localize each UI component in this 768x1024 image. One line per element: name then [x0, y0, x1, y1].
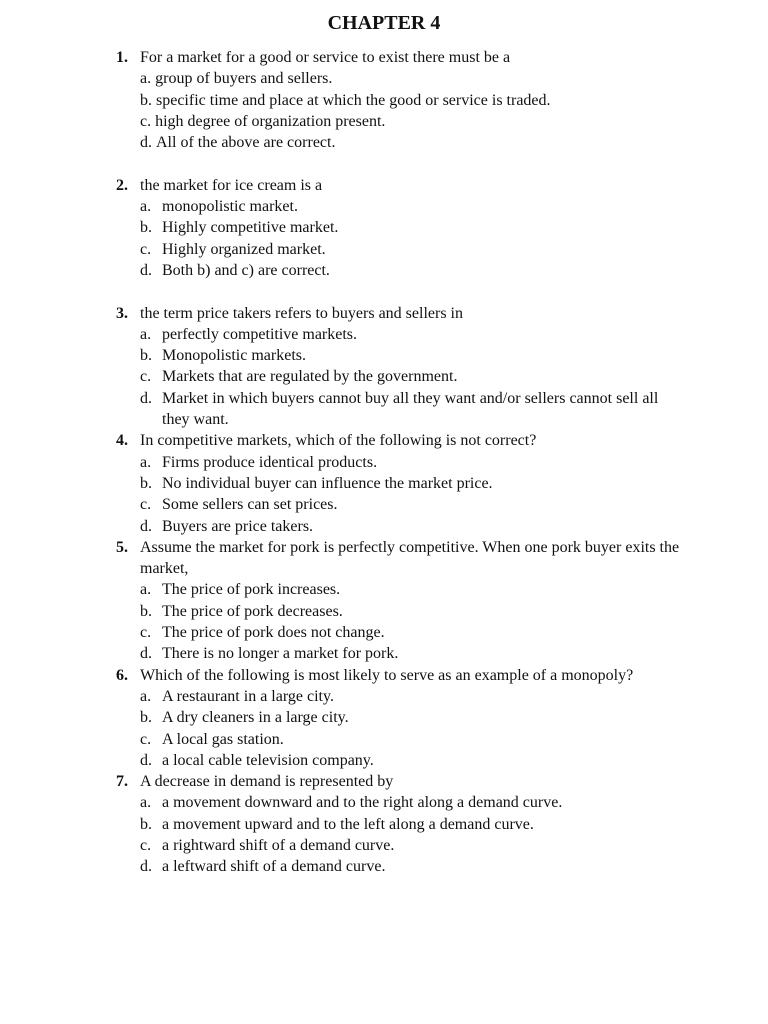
option-label: a. [140, 453, 152, 471]
option-c [116, 494, 686, 515]
option-label: d. [140, 645, 152, 663]
option-text: The price of pork does not change. [162, 624, 385, 642]
option-list [116, 324, 686, 430]
option-label: d. [140, 261, 152, 279]
question-2 [116, 175, 686, 281]
option-c [116, 366, 686, 387]
question-3 [116, 303, 686, 431]
option-label: c. [140, 368, 152, 386]
option-d [116, 132, 686, 153]
option-label: c. [140, 112, 152, 130]
option-label: b. [140, 474, 152, 492]
option-c [116, 111, 686, 132]
option-label: b. [140, 219, 152, 237]
option-d [116, 750, 686, 771]
question-6 [116, 665, 686, 771]
option-a [116, 686, 686, 707]
question-number: 4. [116, 432, 128, 450]
question-text: Assume the market for pork is perfectly competitive. When one pork buyer exits the market, [140, 538, 680, 578]
option-b [116, 473, 686, 494]
option-list [116, 452, 686, 537]
question-7 [116, 771, 686, 877]
option-text: A dry cleaners in a large city. [162, 709, 349, 727]
option-text: Highly organized market. [162, 240, 326, 258]
option-a [116, 452, 686, 473]
option-list [116, 579, 686, 664]
option-text: Some sellers can set prices. [162, 496, 338, 514]
option-label: c. [140, 836, 152, 854]
option-c [116, 835, 686, 856]
page-title: CHAPTER 4 [327, 12, 441, 34]
option-b [116, 345, 686, 366]
option-a [116, 792, 686, 813]
question-text: A decrease in demand is represented by [140, 773, 394, 791]
option-d [116, 856, 686, 877]
option-b [116, 601, 686, 622]
option-text: All of the above are correct. [156, 134, 336, 152]
option-label: a. [140, 70, 152, 88]
question-text: the market for ice cream is a [140, 176, 323, 194]
option-c [116, 729, 686, 750]
option-label: c. [140, 624, 152, 642]
option-label: b. [140, 815, 152, 833]
option-b [116, 814, 686, 835]
option-label: b. [140, 347, 152, 365]
option-label: d. [140, 751, 152, 769]
question-text: Which of the following is most likely to serve as an example of a monopoly? [140, 666, 634, 684]
option-text: The price of pork increases. [162, 581, 341, 599]
option-label: a. [140, 794, 152, 812]
option-list [116, 686, 686, 771]
option-text: The price of pork decreases. [162, 602, 343, 620]
question-list [116, 47, 686, 878]
option-label: d. [140, 389, 152, 407]
option-b [116, 217, 686, 238]
option-text: Market in which buyers cannot buy all they want and/or sellers cannot sell all they want. [162, 389, 659, 429]
option-text: a rightward shift of a demand curve. [162, 836, 395, 854]
option-label: a. [140, 687, 152, 705]
option-text: a movement downward and to the right along a demand curve. [162, 794, 563, 812]
option-text: a local cable television company. [162, 751, 374, 769]
question-number: 6. [116, 666, 128, 684]
option-text: Firms produce identical products. [162, 453, 378, 471]
option-label: d. [140, 517, 152, 535]
option-label: a. [140, 198, 152, 216]
option-label: c. [140, 240, 152, 258]
option-label: b. [140, 709, 152, 727]
option-text: perfectly competitive markets. [162, 325, 358, 343]
question-4 [116, 430, 686, 536]
option-c [116, 622, 686, 643]
option-label: d. [140, 134, 152, 152]
option-text: A restaurant in a large city. [162, 687, 334, 705]
option-text: Buyers are price takers. [162, 517, 314, 535]
option-label: c. [140, 730, 152, 748]
question-number: 1. [116, 49, 128, 66]
option-d [116, 260, 686, 281]
option-label: b. [140, 602, 152, 620]
option-text: A local gas station. [162, 730, 284, 748]
question-text: the term price takers refers to buyers and sellers in [140, 304, 463, 322]
question-text: For a market for a good or service to exist there must be a [140, 49, 511, 66]
option-text: a leftward shift of a demand curve. [162, 858, 386, 876]
option-a [116, 579, 686, 600]
question-text: In competitive markets, which of the following is not correct? [140, 432, 537, 450]
option-text: Highly competitive market. [162, 219, 339, 237]
option-label: c. [140, 496, 152, 514]
question-number: 2. [116, 176, 128, 194]
spacer [116, 153, 686, 174]
option-label: b. [140, 91, 152, 109]
option-text: specific time and place at which the good or service is traded. [156, 91, 551, 109]
option-text: Monopolistic markets. [162, 347, 306, 365]
option-a [116, 324, 686, 345]
option-text: No individual buyer can influence the market price. [162, 474, 493, 492]
option-d [116, 388, 686, 431]
option-list [116, 196, 686, 281]
option-d [116, 516, 686, 537]
question-5 [116, 537, 686, 665]
option-a [116, 196, 686, 217]
question-number: 7. [116, 773, 128, 791]
spacer [116, 281, 686, 302]
option-label: a. [140, 325, 152, 343]
option-text: group of buyers and sellers. [155, 70, 333, 88]
option-d [116, 643, 686, 664]
option-text: a movement upward and to the left along a demand curve. [162, 815, 534, 833]
option-c [116, 239, 686, 260]
option-text: Both b) and c) are correct. [162, 261, 330, 279]
option-a [116, 68, 686, 89]
option-b [116, 707, 686, 728]
option-text: Markets that are regulated by the government. [162, 368, 458, 386]
option-list [116, 792, 686, 877]
option-text: high degree of organization present. [155, 112, 386, 130]
question-number: 3. [116, 304, 128, 322]
option-label: a. [140, 581, 152, 599]
option-text: There is no longer a market for pork. [162, 645, 399, 663]
question-1 [116, 47, 686, 153]
question-number: 5. [116, 538, 128, 556]
option-text: monopolistic market. [162, 198, 298, 216]
option-label: d. [140, 858, 152, 876]
option-list [116, 68, 686, 153]
option-b [116, 90, 686, 111]
